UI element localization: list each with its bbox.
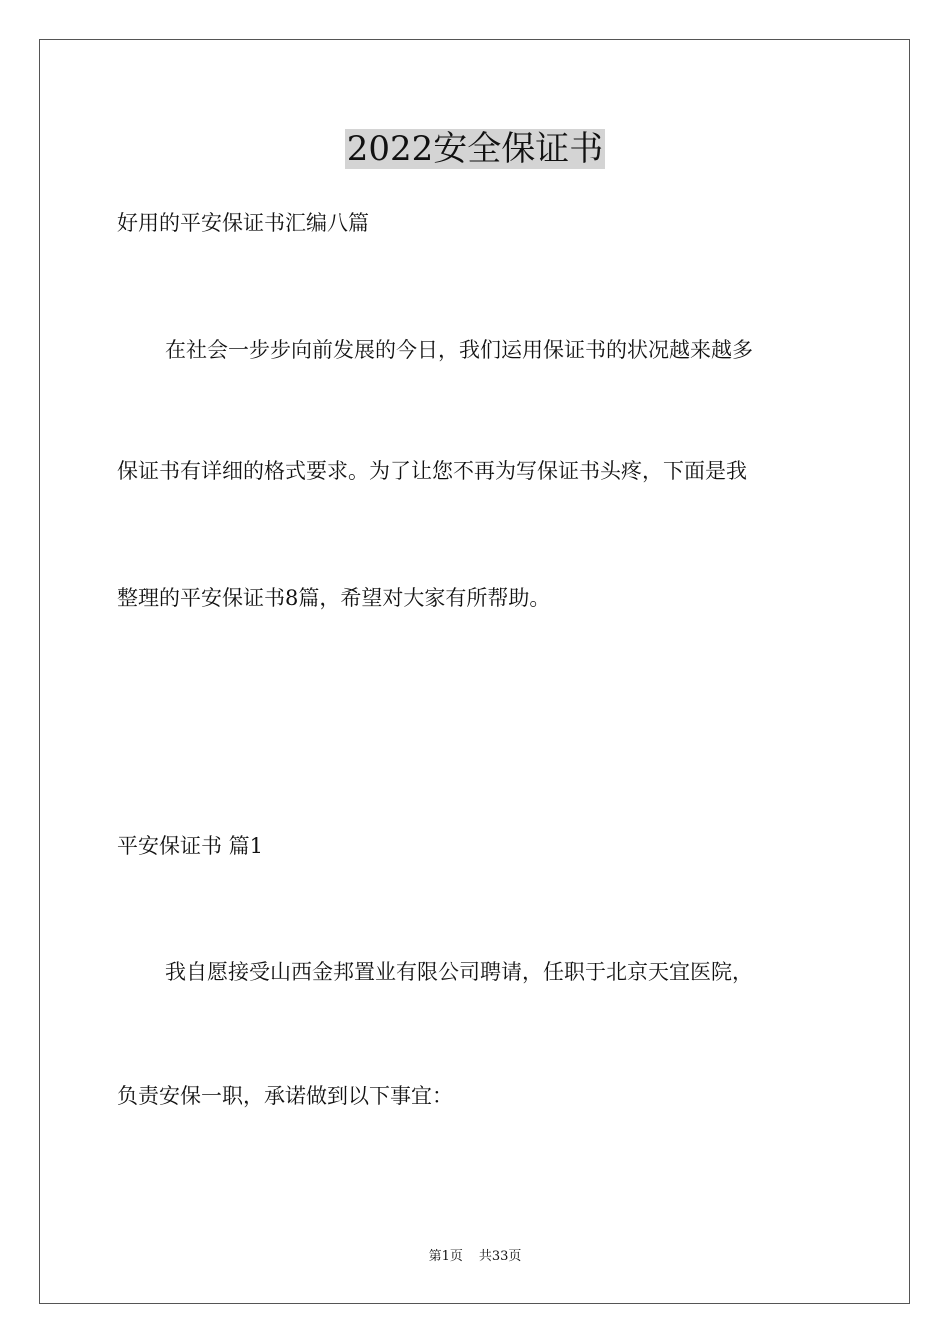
intro-line-3: 整理的平安保证书8篇，希望对大家有所帮助。 bbox=[117, 586, 551, 610]
intro-line-2: 保证书有详细的格式要求。为了让您不再为写保证书头疼，下面是我 bbox=[117, 459, 747, 483]
page-number: 第1页 bbox=[428, 1249, 463, 1264]
intro-line-1: 在社会一步步向前发展的今日，我们运用保证书的状况越来越多 bbox=[165, 338, 753, 362]
section-body-line-1: 我自愿接受山西金邦置业有限公司聘请，任职于北京天宜医院， bbox=[165, 960, 753, 984]
section-body-line-2: 负责安保一职，承诺做到以下事宜： bbox=[117, 1084, 453, 1108]
document-title-text: 2022安全保证书 bbox=[346, 129, 604, 169]
page-total: 共33页 bbox=[478, 1249, 522, 1264]
document-title bbox=[0, 126, 950, 172]
document-subtitle: 好用的平安保证书汇编八篇 bbox=[117, 211, 369, 235]
page-footer bbox=[0, 1248, 950, 1266]
section-heading: 平安保证书 篇1 bbox=[117, 834, 264, 858]
